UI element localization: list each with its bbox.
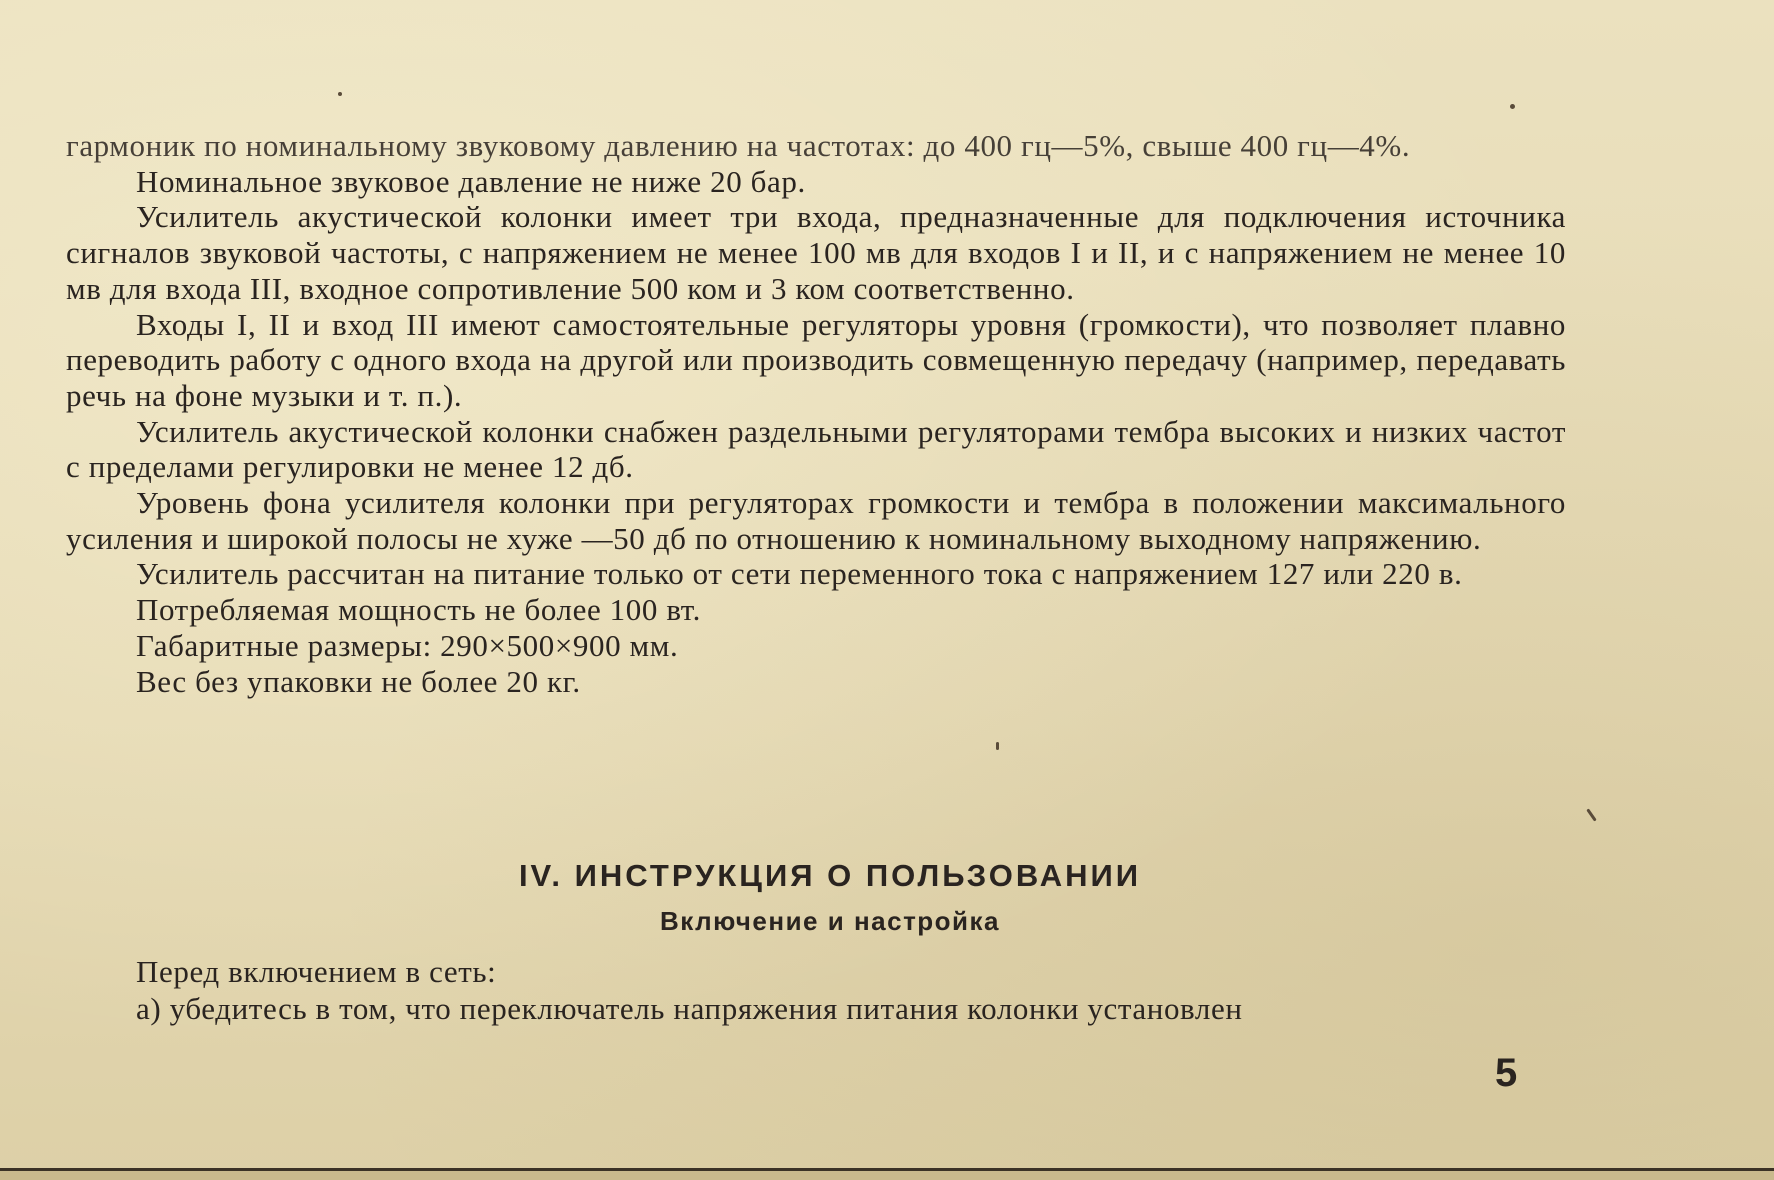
- paragraph-level-controls: Входы I, II и вход III имеют самостоятельные регуляторы уровня (громкости), что позволяет плавно переводить работу с одного входа на другой или производить совмещенную передачу (например, передавать речь на фоне музыки и т. п.).: [66, 306, 1566, 413]
- paragraph-step-a: а) убедитесь в том, что переключатель напряжения питания колонки установлен: [136, 991, 1243, 1026]
- subsection-heading: Включение и настройка: [659, 906, 1001, 936]
- paragraph-noise-level: Уровень фона усилителя колонки при регуляторах громкости и тембра в положении максимального усиления и широкой полосы не хуже —50 дб по отношению к номинальному выходному напряжению.: [66, 485, 1566, 556]
- paper-speck: [1510, 104, 1515, 109]
- paper-speck: [996, 742, 999, 750]
- page-number: 5: [1495, 1051, 1518, 1095]
- paragraph-weight: Вес без упаковки не более 20 кг.: [136, 663, 581, 699]
- instructions-text: [66, 953, 1566, 1027]
- paragraph-power-consumption: Потребляемая мощность не более 100 вт.: [136, 592, 701, 628]
- section-heading: IV. ИНСТРУКЦИЯ О ПОЛЬЗОВАНИИ: [518, 858, 1142, 893]
- paragraph-before-connecting: Перед включением в сеть:: [136, 954, 497, 989]
- paragraph-inputs: Усилитель акустической колонки имеет три входа, предназначенные для подключения источника сигналов звуковой частоты, с напряжением не менее 100 мв для входов I и II, и с напряжением не менее 10 мв для входа III, входное сопротивление 500 ком и 3 ком соответственно.: [66, 199, 1566, 306]
- paragraph-tone-controls: Усилитель акустической колонки снабжен раздельными регуляторами тембра высоких и низких частот с пределами регулировки не менее 12 дб.: [66, 413, 1566, 485]
- paper-speck: [338, 92, 342, 96]
- paragraph-power-supply: Усилитель рассчитан на питание только от сети переменного тока с напряжением 127 или 220 в.: [136, 556, 1463, 592]
- paragraph-dimensions: Габаритные размеры: 290×500×900 мм.: [136, 627, 679, 663]
- body-text: [66, 128, 1566, 699]
- paragraph-sound-pressure: Номинальное звуковое давление не ниже 20 бар.: [136, 163, 806, 199]
- page-edge-shadow: [0, 1171, 1774, 1180]
- paper-speck: [1586, 808, 1596, 821]
- paragraph-harmonics: гармоник по номинальному звуковому давлению на частотах: до 400 гц—5%, свыше 400 гц—4%.: [66, 128, 1411, 163]
